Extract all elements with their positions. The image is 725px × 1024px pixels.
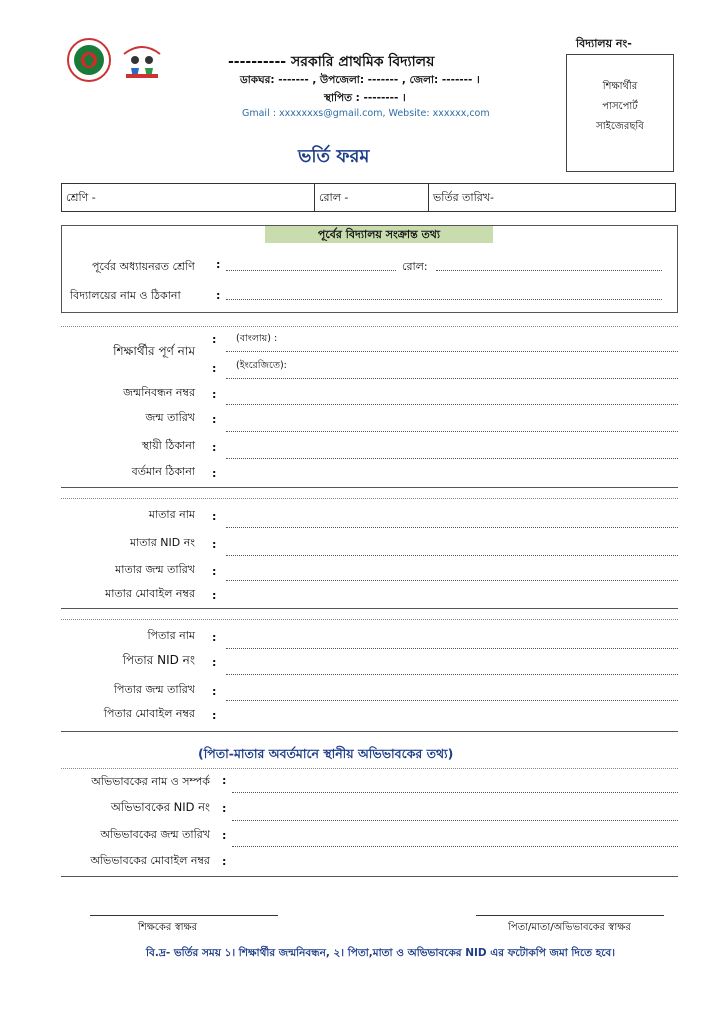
- previous-school-name-line[interactable]: [226, 299, 662, 300]
- guardian-dob-line[interactable]: [232, 846, 678, 847]
- established-line: স্থাপিত : -------- ।: [324, 92, 406, 104]
- colon: :: [212, 709, 217, 722]
- admission-date-field[interactable]: ভর্তির তারিখ-: [433, 191, 494, 204]
- birth-registration-line[interactable]: [226, 404, 678, 405]
- father-nid-line[interactable]: [226, 674, 678, 675]
- previous-roll-label: রোল:: [402, 260, 428, 273]
- colon: :: [216, 258, 221, 271]
- previous-roll-line[interactable]: [436, 270, 662, 271]
- student-dob-line[interactable]: [226, 431, 678, 432]
- colon: :: [212, 441, 217, 454]
- photo-label-line-2: পাসপোর্ট: [602, 101, 638, 112]
- parent-signature-line[interactable]: [476, 915, 664, 916]
- name-english-line[interactable]: [226, 378, 678, 379]
- father-nid-label: পিতার NID নং: [122, 653, 195, 667]
- colon: :: [212, 467, 217, 480]
- colon: :: [222, 855, 227, 868]
- school-address: ডাকঘর: ------- , উপজেলা: ------- , জেলা: ------- ।: [240, 74, 480, 86]
- name-bangla-label: (বাংলায়) :: [236, 333, 278, 344]
- guardian-section-heading: (পিতা-মাতার অবর্তমানে স্থানীয় অভিভাবকের তথ্য): [198, 746, 454, 761]
- divider: [61, 768, 678, 769]
- colon: :: [212, 589, 217, 602]
- government-seal-logo: [67, 38, 111, 82]
- colon: :: [222, 829, 227, 842]
- divider: [61, 619, 678, 620]
- guardian-mobile-label: অভিভাবকের মোবাইল নম্বর: [90, 854, 210, 867]
- birth-registration-label: জন্মনিবন্ধন নম্বর: [123, 386, 195, 399]
- father-mobile-label: পিতার মোবাইল নম্বর: [103, 707, 195, 720]
- colon: :: [212, 413, 217, 426]
- school-name: ---------- সরকারি প্রাথমিক বিদ্যালয়: [228, 54, 435, 70]
- father-name-label: পিতার নাম: [147, 629, 195, 642]
- father-dob-label: পিতার জন্ম তারিখ: [113, 683, 195, 696]
- colon: :: [222, 802, 227, 815]
- colon: :: [212, 510, 217, 523]
- permanent-address-line[interactable]: [226, 458, 678, 459]
- guardian-dob-label: অভিভাবকের জন্ম তারিখ: [100, 828, 210, 841]
- class-roll-date-row: [61, 183, 676, 212]
- photo-label-line-1: শিক্ষার্থীর: [602, 81, 638, 92]
- colon: :: [212, 333, 217, 346]
- colon: :: [212, 388, 217, 401]
- previous-school-name-label: বিদ্যালয়ের নাম ও ঠিকানা: [70, 289, 181, 302]
- guardian-name-relation-label: অভিভাবকের নাম ও সম্পর্ক: [91, 775, 210, 788]
- colon: :: [212, 538, 217, 551]
- divider: [61, 487, 678, 488]
- passport-photo-box: [566, 54, 674, 172]
- colon: :: [216, 289, 221, 302]
- teacher-signature-label: শিক্ষকের স্বাক্ষর: [138, 922, 198, 933]
- previous-school-heading: পূর্বের বিদ্যালয় সংক্রান্ত তথ্য: [265, 226, 493, 243]
- name-bangla-line[interactable]: [226, 351, 678, 352]
- divider: [61, 731, 678, 732]
- previous-class-label: পূর্বের অধ্যায়নরত শ্রেণি: [92, 260, 195, 273]
- photo-label-line-3: সাইজেরছবি: [596, 121, 644, 132]
- parent-signature-label: পিতা/মাতা/অভিভাবকের স্বাক্ষর: [508, 922, 631, 933]
- colon: :: [212, 656, 217, 669]
- present-address-label: বর্তমান ঠিকানা: [131, 465, 195, 478]
- previous-class-line[interactable]: [226, 270, 396, 271]
- roll-field[interactable]: রোল -: [315, 184, 429, 211]
- teacher-signature-line[interactable]: [90, 915, 278, 916]
- colon: :: [212, 631, 217, 644]
- guardian-nid-label: অভিভাবকের NID নং: [110, 800, 210, 814]
- colon: :: [212, 685, 217, 698]
- school-children-logo: [120, 38, 164, 82]
- school-number-label: বিদ্যালয় নং-: [576, 37, 632, 50]
- class-field[interactable]: শ্রেণি -: [62, 184, 315, 211]
- admission-note: বি.দ্র- ভর্তির সময় ১। শিক্ষার্থীর জন্মনিবন্ধন, ২। পিতা,মাতা ও অভিভাবকের NID এর ফটোকপি জমা দিতে হবে।: [146, 947, 616, 959]
- father-name-line[interactable]: [226, 648, 678, 649]
- mother-dob-line[interactable]: [226, 580, 678, 581]
- divider: [61, 876, 678, 877]
- student-full-name-label: শিক্ষার্থীর পূর্ণ নাম: [113, 344, 195, 358]
- guardian-nid-line[interactable]: [232, 820, 678, 821]
- mother-name-line[interactable]: [226, 527, 678, 528]
- form-title: ভর্তি ফরম: [298, 146, 370, 167]
- divider: [61, 608, 678, 609]
- mother-nid-line[interactable]: [226, 555, 678, 556]
- contact-line: Gmail : xxxxxxxs@gmail.com, Website: xxxxxx,com: [242, 108, 490, 119]
- mother-nid-label: মাতার NID নং: [129, 536, 195, 549]
- name-english-label: (ইংরেজিতে):: [236, 360, 287, 371]
- mother-name-label: মাতার নাম: [148, 508, 195, 521]
- mother-dob-label: মাতার জন্ম তারিখ: [115, 563, 195, 576]
- divider: [61, 498, 678, 499]
- colon: :: [212, 362, 217, 375]
- guardian-name-line[interactable]: [232, 792, 678, 793]
- colon: :: [222, 774, 227, 787]
- student-dob-label: জন্ম তারিখ: [145, 411, 195, 424]
- mother-mobile-label: মাতার মোবাইল নম্বর: [105, 587, 195, 600]
- father-dob-line[interactable]: [226, 700, 678, 701]
- permanent-address-label: স্থায়ী ঠিকানা: [141, 439, 195, 452]
- divider: [61, 326, 678, 327]
- colon: :: [212, 565, 217, 578]
